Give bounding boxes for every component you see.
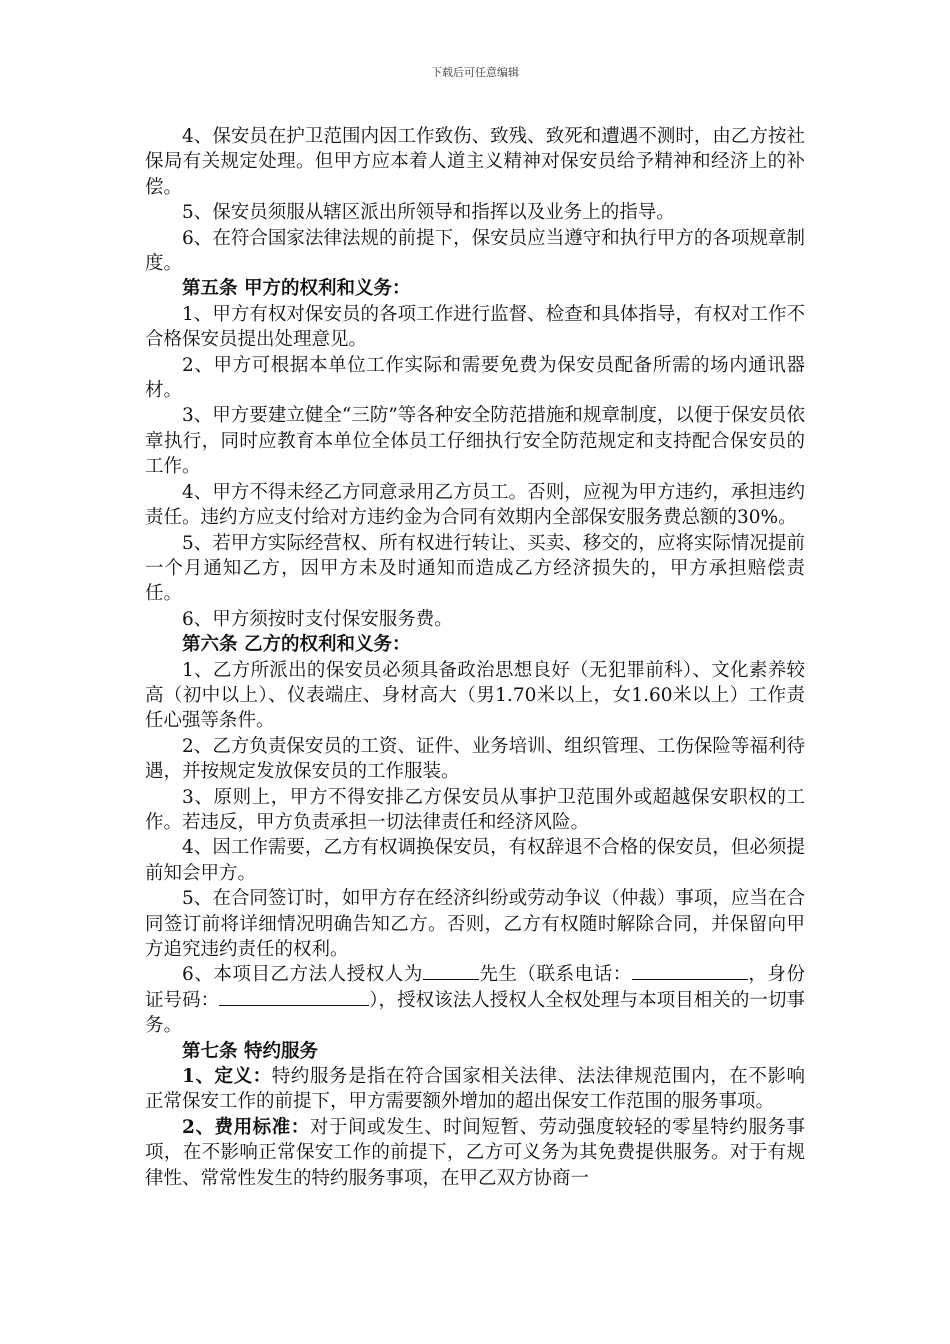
paragraph-authorization <box>145 962 805 1038</box>
authorization-text-1: 6、本项目乙方法人授权人为 <box>182 964 423 986</box>
document-body <box>145 124 805 1191</box>
paragraph-fee-standard <box>145 1115 805 1191</box>
id-number-blank-field[interactable] <box>219 988 369 1006</box>
phone-blank-field[interactable] <box>632 962 748 980</box>
authorization-text-3: ，身份证号码： <box>145 964 805 1011</box>
paragraph: 6、在符合国家法律法规的前提下，保安员应当遵守和执行甲方的各项规章制度。 <box>145 227 805 275</box>
paragraph: 6、甲方须按时支付保安服务费。 <box>182 608 453 630</box>
paragraph: 1、乙方所派出的保安员必须具备政治思想良好（无犯罪前科）、文化素养较高（初中以上）、仪表端庄、身材高大（男1.70米以上，女1.60米以上）工作责任心强等条件。 <box>145 659 805 732</box>
paragraph: 4、保安员在护卫范围内因工作致伤、致残、致死和遭遇不测时，由乙方按社保局有关规定处理。但甲方应本着人道主义精神对保安员给予精神和经济上的补偿。 <box>145 126 805 198</box>
authorization-text-4: ），授权该法人授权人全权处理与本项目相关的一切事务。 <box>145 989 805 1037</box>
paragraph: 1、甲方有权对保安员的各项工作进行监督、检查和具体指导，有权对工作不合格保安员提出处理意见。 <box>145 303 805 351</box>
paragraph: 4、甲方不得未经乙方同意录用乙方员工。否则，应视为甲方违约，承担违约责任。违约方应支付给对方违约金为合同有效期内全部保安服务费总额的30%。 <box>145 481 805 529</box>
fee-standard-text: 对于间或发生、时间短暂、劳动强度较轻的零星特约服务事项，在不影响正常保安工作的前提下，乙方可义务为其免费提供服务。对于有规律性、常常性发生的特约服务事项，在甲乙双方协商一 <box>145 1116 805 1189</box>
paragraph: 5、在合同签订时，如甲方存在经济纠纷或劳动争议（仲裁）事项，应当在合同签订前将详细情况明确告知乙方。否则，乙方有权随时解除合同，并保留向甲方追究违约责任的权利。 <box>145 888 805 960</box>
section-heading-6: 第六条 乙方的权利和义务： <box>182 634 411 656</box>
paragraph: 3、原则上，甲方不得安排乙方保安员从事护卫范围外或超越保安职权的工作。若违反，甲方负责承担一切法律责任和经济风险。 <box>145 786 805 833</box>
name-blank-field[interactable] <box>423 962 479 980</box>
page-header: 下载后可任意编辑 <box>431 66 519 79</box>
paragraph: 5、若甲方实际经营权、所有权进行转让、买卖、移交的，应将实际情况提前一个月通知乙方，因甲方未及时通知而造成乙方经济损失的，甲方承担赔偿责任。 <box>145 532 805 605</box>
paragraph-definition <box>145 1064 805 1115</box>
section-heading-7: 第七条 特约服务 <box>182 1040 318 1062</box>
section-heading-5: 第五条 甲方的权利和义务： <box>182 278 411 300</box>
definition-text: 特约服务是指在符合国家相关法律、法法律规范围内，在不影响正常保安工作的前提下，甲方需要额外增加的超出保安工作范围的服务事项。 <box>145 1066 805 1113</box>
authorization-text-2: 先生（联系电话： <box>478 964 632 986</box>
definition-label: 1、定义： <box>182 1066 272 1088</box>
paragraph: 2、甲方可根据本单位工作实际和需要免费为保安员配备所需的场内通讯器材。 <box>145 354 805 402</box>
paragraph: 5、保安员须服从辖区派出所领导和指挥以及业务上的指导。 <box>182 202 675 224</box>
paragraph: 2、乙方负责保安员的工资、证件、业务培训、组织管理、工伤保险等福利待遇，并按规定发放保安员的工作服装。 <box>145 735 805 783</box>
paragraph: 3、甲方要建立健全“三防”等各种安全防范措施和规章制度，以便于保安员依章执行，同时应教育本单位全体员工仔细执行安全防范规定和支持配合保安员的工作。 <box>145 405 805 478</box>
paragraph: 4、因工作需要，乙方有权调换保安员，有权辞退不合格的保安员，但必须提前知会甲方。 <box>145 837 805 884</box>
fee-standard-label: 2、费用标准： <box>182 1116 310 1138</box>
